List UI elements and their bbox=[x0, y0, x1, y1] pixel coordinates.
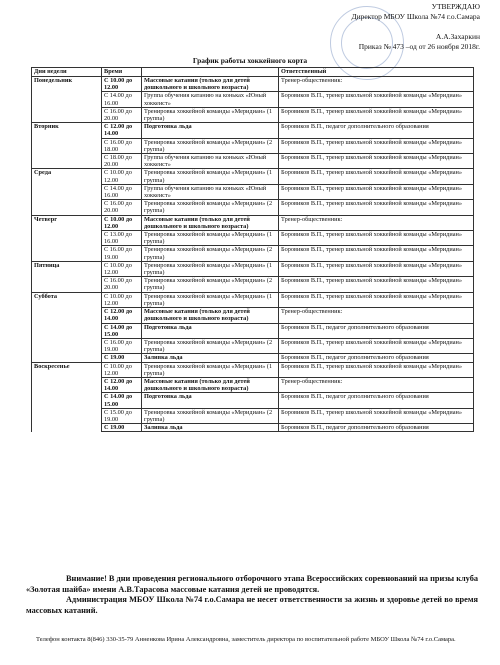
responsible-cell: Боровиков В.П., тренер школьной хоккейной команды «Меридиан» bbox=[279, 107, 474, 122]
activity-cell: Тренировка хоккейной команды «Меридиан» (1 группа) bbox=[142, 292, 279, 307]
responsibility-text: Администрация МБОУ Школа №74 г.о.Самара не несет ответственности за жизнь и здоровье детей во время массовых катаний. bbox=[26, 595, 478, 615]
table-row bbox=[32, 377, 474, 392]
schedule-table bbox=[31, 67, 474, 432]
activity-cell: Тренировка хоккейной команды «Меридиан» (2 группа) bbox=[142, 408, 279, 423]
table-row bbox=[32, 215, 474, 230]
time-cell: С 16.00 до 20.00 bbox=[102, 200, 142, 215]
day-cell bbox=[32, 107, 102, 122]
responsible-cell: Боровиков В.П., тренер школьной хоккейной команды «Меридиан» bbox=[279, 338, 474, 353]
activity-cell: Подготовка льда bbox=[142, 123, 279, 138]
table-row bbox=[32, 169, 474, 184]
time-cell: С 19.00 bbox=[102, 424, 142, 432]
table-row bbox=[32, 154, 474, 169]
table-row bbox=[32, 138, 474, 153]
contact-info: Телефон контакта 8(846) 330-35-79 Анненкова Ирина Александровна, заместитель директора по воспитательной работе МБОУ Школа №74 г.о.Самара. bbox=[36, 636, 456, 643]
table-row bbox=[32, 92, 474, 107]
attention-note bbox=[26, 574, 478, 616]
activity-cell: Тренировка хоккейной команды «Меридиан» (2 группа) bbox=[142, 246, 279, 261]
day-cell bbox=[32, 308, 102, 323]
time-cell: С 15.00 до 19.00 bbox=[102, 408, 142, 423]
responsible-cell: Боровиков В.П., тренер школьной хоккейной команды «Меридиан» bbox=[279, 154, 474, 169]
time-cell: С 16.00 до 20.00 bbox=[102, 107, 142, 122]
approval-block bbox=[351, 2, 480, 52]
activity-cell: Массовые катания (только для детей дошкольного и школьного возраста) bbox=[142, 77, 279, 92]
day-cell: Четверг bbox=[32, 215, 102, 230]
day-cell bbox=[32, 424, 102, 432]
time-cell: С 19.00 bbox=[102, 354, 142, 362]
table-row bbox=[32, 323, 474, 338]
responsible-cell: Боровиков В.П., тренер школьной хоккейной команды «Меридиан» bbox=[279, 184, 474, 199]
responsible-cell: Боровиков В.П., педагог дополнительного образования bbox=[279, 354, 474, 362]
activity-cell: Тренировка хоккейной команды «Меридиан» (1 группа) bbox=[142, 107, 279, 122]
time-cell: С 14.00 до 16.00 bbox=[102, 92, 142, 107]
time-cell: С 18.00 до 20.00 bbox=[102, 154, 142, 169]
table-row bbox=[32, 338, 474, 353]
responsible-cell: Боровиков В.П., тренер школьной хоккейной команды «Меридиан» bbox=[279, 231, 474, 246]
responsible-cell: Тренер-общественник: bbox=[279, 77, 474, 92]
day-cell bbox=[32, 154, 102, 169]
time-cell: С 16.00 до 18.00 bbox=[102, 138, 142, 153]
responsible-cell: Боровиков В.П., тренер школьной хоккейной команды «Меридиан» bbox=[279, 200, 474, 215]
activity-cell: Массовые катания (только для детей дошкольного и школьного возраста) bbox=[142, 377, 279, 392]
responsible-cell: Боровиков В.П., тренер школьной хоккейной команды «Меридиан» bbox=[279, 169, 474, 184]
table-row bbox=[32, 77, 474, 92]
table-row bbox=[32, 261, 474, 276]
table-row bbox=[32, 362, 474, 377]
table-row bbox=[32, 408, 474, 423]
responsible-cell: Тренер-общественник: bbox=[279, 308, 474, 323]
activity-cell: Массовые катания (только для детей дошкольного и школьного возраста) bbox=[142, 215, 279, 230]
time-cell: С 12.00 до 14.00 bbox=[102, 123, 142, 138]
table-row bbox=[32, 292, 474, 307]
activity-cell: Тренировка хоккейной команды «Меридиан» (1 группа) bbox=[142, 362, 279, 377]
activity-cell: Заливка льда bbox=[142, 424, 279, 432]
time-cell: С 16.00 до 20.00 bbox=[102, 277, 142, 292]
day-cell bbox=[32, 184, 102, 199]
day-cell: Воскресенье bbox=[32, 362, 102, 377]
responsible-cell: Боровиков В.П., педагог дополнительного образования bbox=[279, 123, 474, 138]
column-header-activity bbox=[142, 68, 279, 77]
table-row bbox=[32, 424, 474, 432]
responsible-cell: Тренер-общественник: bbox=[279, 215, 474, 230]
day-cell bbox=[32, 408, 102, 423]
responsible-cell: Тренер-общественник: bbox=[279, 377, 474, 392]
day-cell bbox=[32, 92, 102, 107]
activity-cell: Группа обучения катанию на коньках «Юный хоккеист» bbox=[142, 154, 279, 169]
day-cell bbox=[32, 231, 102, 246]
responsible-cell: Боровиков В.П., тренер школьной хоккейной команды «Меридиан» bbox=[279, 138, 474, 153]
table-row bbox=[32, 231, 474, 246]
activity-cell: Подготовка льда bbox=[142, 393, 279, 408]
responsible-cell: Боровиков В.П., тренер школьной хоккейной команды «Меридиан» bbox=[279, 362, 474, 377]
day-cell bbox=[32, 393, 102, 408]
order-number: Приказ № 473 –од от 26 ноября 2018г. bbox=[358, 42, 480, 51]
day-cell bbox=[32, 138, 102, 153]
attention-text: Внимание! В дни проведения регионального отборочного этапа Всероссийских соревнований на призы клуба «Золотая шайба» имени А.В.Тарасова массовые катания детей не проводятся. bbox=[26, 574, 478, 594]
time-cell: С 10.00 до 12.00 bbox=[102, 215, 142, 230]
day-cell: Вторник bbox=[32, 123, 102, 138]
activity-cell: Группа обучения катанию на коньках «Юный хоккеист» bbox=[142, 184, 279, 199]
responsible-cell: Боровиков В.П., тренер школьной хоккейной команды «Меридиан» bbox=[279, 261, 474, 276]
day-cell bbox=[32, 377, 102, 392]
approve-label: УТВЕРЖДАЮ bbox=[431, 2, 480, 11]
responsible-cell: Боровиков В.П., педагог дополнительного образования bbox=[279, 424, 474, 432]
responsible-cell: Боровиков В.П., тренер школьной хоккейной команды «Меридиан» bbox=[279, 292, 474, 307]
activity-cell: Тренировка хоккейной команды «Меридиан» (1 группа) bbox=[142, 261, 279, 276]
activity-cell: Тренировка хоккейной команды «Меридиан» (2 группа) bbox=[142, 338, 279, 353]
day-cell bbox=[32, 354, 102, 362]
column-header-responsible: Ответственный bbox=[279, 68, 474, 77]
table-header-row bbox=[32, 68, 474, 77]
table-row bbox=[32, 123, 474, 138]
day-cell: Среда bbox=[32, 169, 102, 184]
time-cell: С 13.00 до 16.00 bbox=[102, 231, 142, 246]
activity-cell: Тренировка хоккейной команды «Меридиан» (2 группа) bbox=[142, 277, 279, 292]
responsible-cell: Боровиков В.П., педагог дополнительного образования bbox=[279, 393, 474, 408]
activity-cell: Тренировка хоккейной команды «Меридиан» (1 группа) bbox=[142, 231, 279, 246]
responsible-cell: Боровиков В.П., педагог дополнительного образования bbox=[279, 323, 474, 338]
director-position: Директор МБОУ Школа №74 г.о.Самара bbox=[351, 12, 480, 21]
time-cell: С 10.00 до 12.00 bbox=[102, 292, 142, 307]
responsible-cell: Боровиков В.П., тренер школьной хоккейной команды «Меридиан» bbox=[279, 277, 474, 292]
column-header-time: Время bbox=[102, 68, 142, 77]
day-cell: Суббота bbox=[32, 292, 102, 307]
day-cell bbox=[32, 323, 102, 338]
responsible-cell: Боровиков В.П., тренер школьной хоккейной команды «Меридиан» bbox=[279, 246, 474, 261]
day-cell: Понедельник bbox=[32, 77, 102, 92]
schedule-body bbox=[32, 77, 474, 432]
day-cell bbox=[32, 246, 102, 261]
activity-cell: Тренировка хоккейной команды «Меридиан» (2 группа) bbox=[142, 200, 279, 215]
time-cell: С 14.00 до 15.00 bbox=[102, 393, 142, 408]
time-cell: С 16.00 до 19.00 bbox=[102, 246, 142, 261]
time-cell: С 14.00 до 15.00 bbox=[102, 323, 142, 338]
table-row bbox=[32, 184, 474, 199]
table-row bbox=[32, 246, 474, 261]
responsible-cell: Боровиков В.П., тренер школьной хоккейной команды «Меридиан» bbox=[279, 92, 474, 107]
time-cell: С 12.00 до 14.00 bbox=[102, 308, 142, 323]
time-cell: С 14.00 до 16.00 bbox=[102, 184, 142, 199]
director-signature: А.А.Захаркин bbox=[435, 32, 480, 41]
time-cell: С 16.00 до 19.00 bbox=[102, 338, 142, 353]
activity-cell: Тренировка хоккейной команды «Меридиан» (2 группа) bbox=[142, 138, 279, 153]
time-cell: С 12.00 до 14.00 bbox=[102, 377, 142, 392]
time-cell: С 10.00 до 12.00 bbox=[102, 77, 142, 92]
table-row bbox=[32, 308, 474, 323]
activity-cell: Тренировка хоккейной команды «Меридиан» (1 группа) bbox=[142, 169, 279, 184]
table-row bbox=[32, 107, 474, 122]
table-row bbox=[32, 200, 474, 215]
activity-cell: Заливка льда bbox=[142, 354, 279, 362]
day-cell bbox=[32, 277, 102, 292]
activity-cell: Группа обучения катанию на коньках «Юный хоккеист» bbox=[142, 92, 279, 107]
time-cell: С 10.00 до 12.00 bbox=[102, 362, 142, 377]
time-cell: С 10.00 до 12.00 bbox=[102, 261, 142, 276]
document-title: График работы хоккейного корта bbox=[192, 56, 308, 65]
column-header-day: Дни недели bbox=[32, 68, 102, 77]
table-row bbox=[32, 277, 474, 292]
activity-cell: Массовые катания (только для детей дошкольного и школьного возраста) bbox=[142, 308, 279, 323]
activity-cell: Подготовка льда bbox=[142, 323, 279, 338]
time-cell: С 10.00 до 12.00 bbox=[102, 169, 142, 184]
table-row bbox=[32, 393, 474, 408]
day-cell bbox=[32, 200, 102, 215]
day-cell bbox=[32, 338, 102, 353]
table-row bbox=[32, 354, 474, 362]
responsible-cell: Боровиков В.П., тренер школьной хоккейной команды «Меридиан» bbox=[279, 408, 474, 423]
day-cell: Пятница bbox=[32, 261, 102, 276]
